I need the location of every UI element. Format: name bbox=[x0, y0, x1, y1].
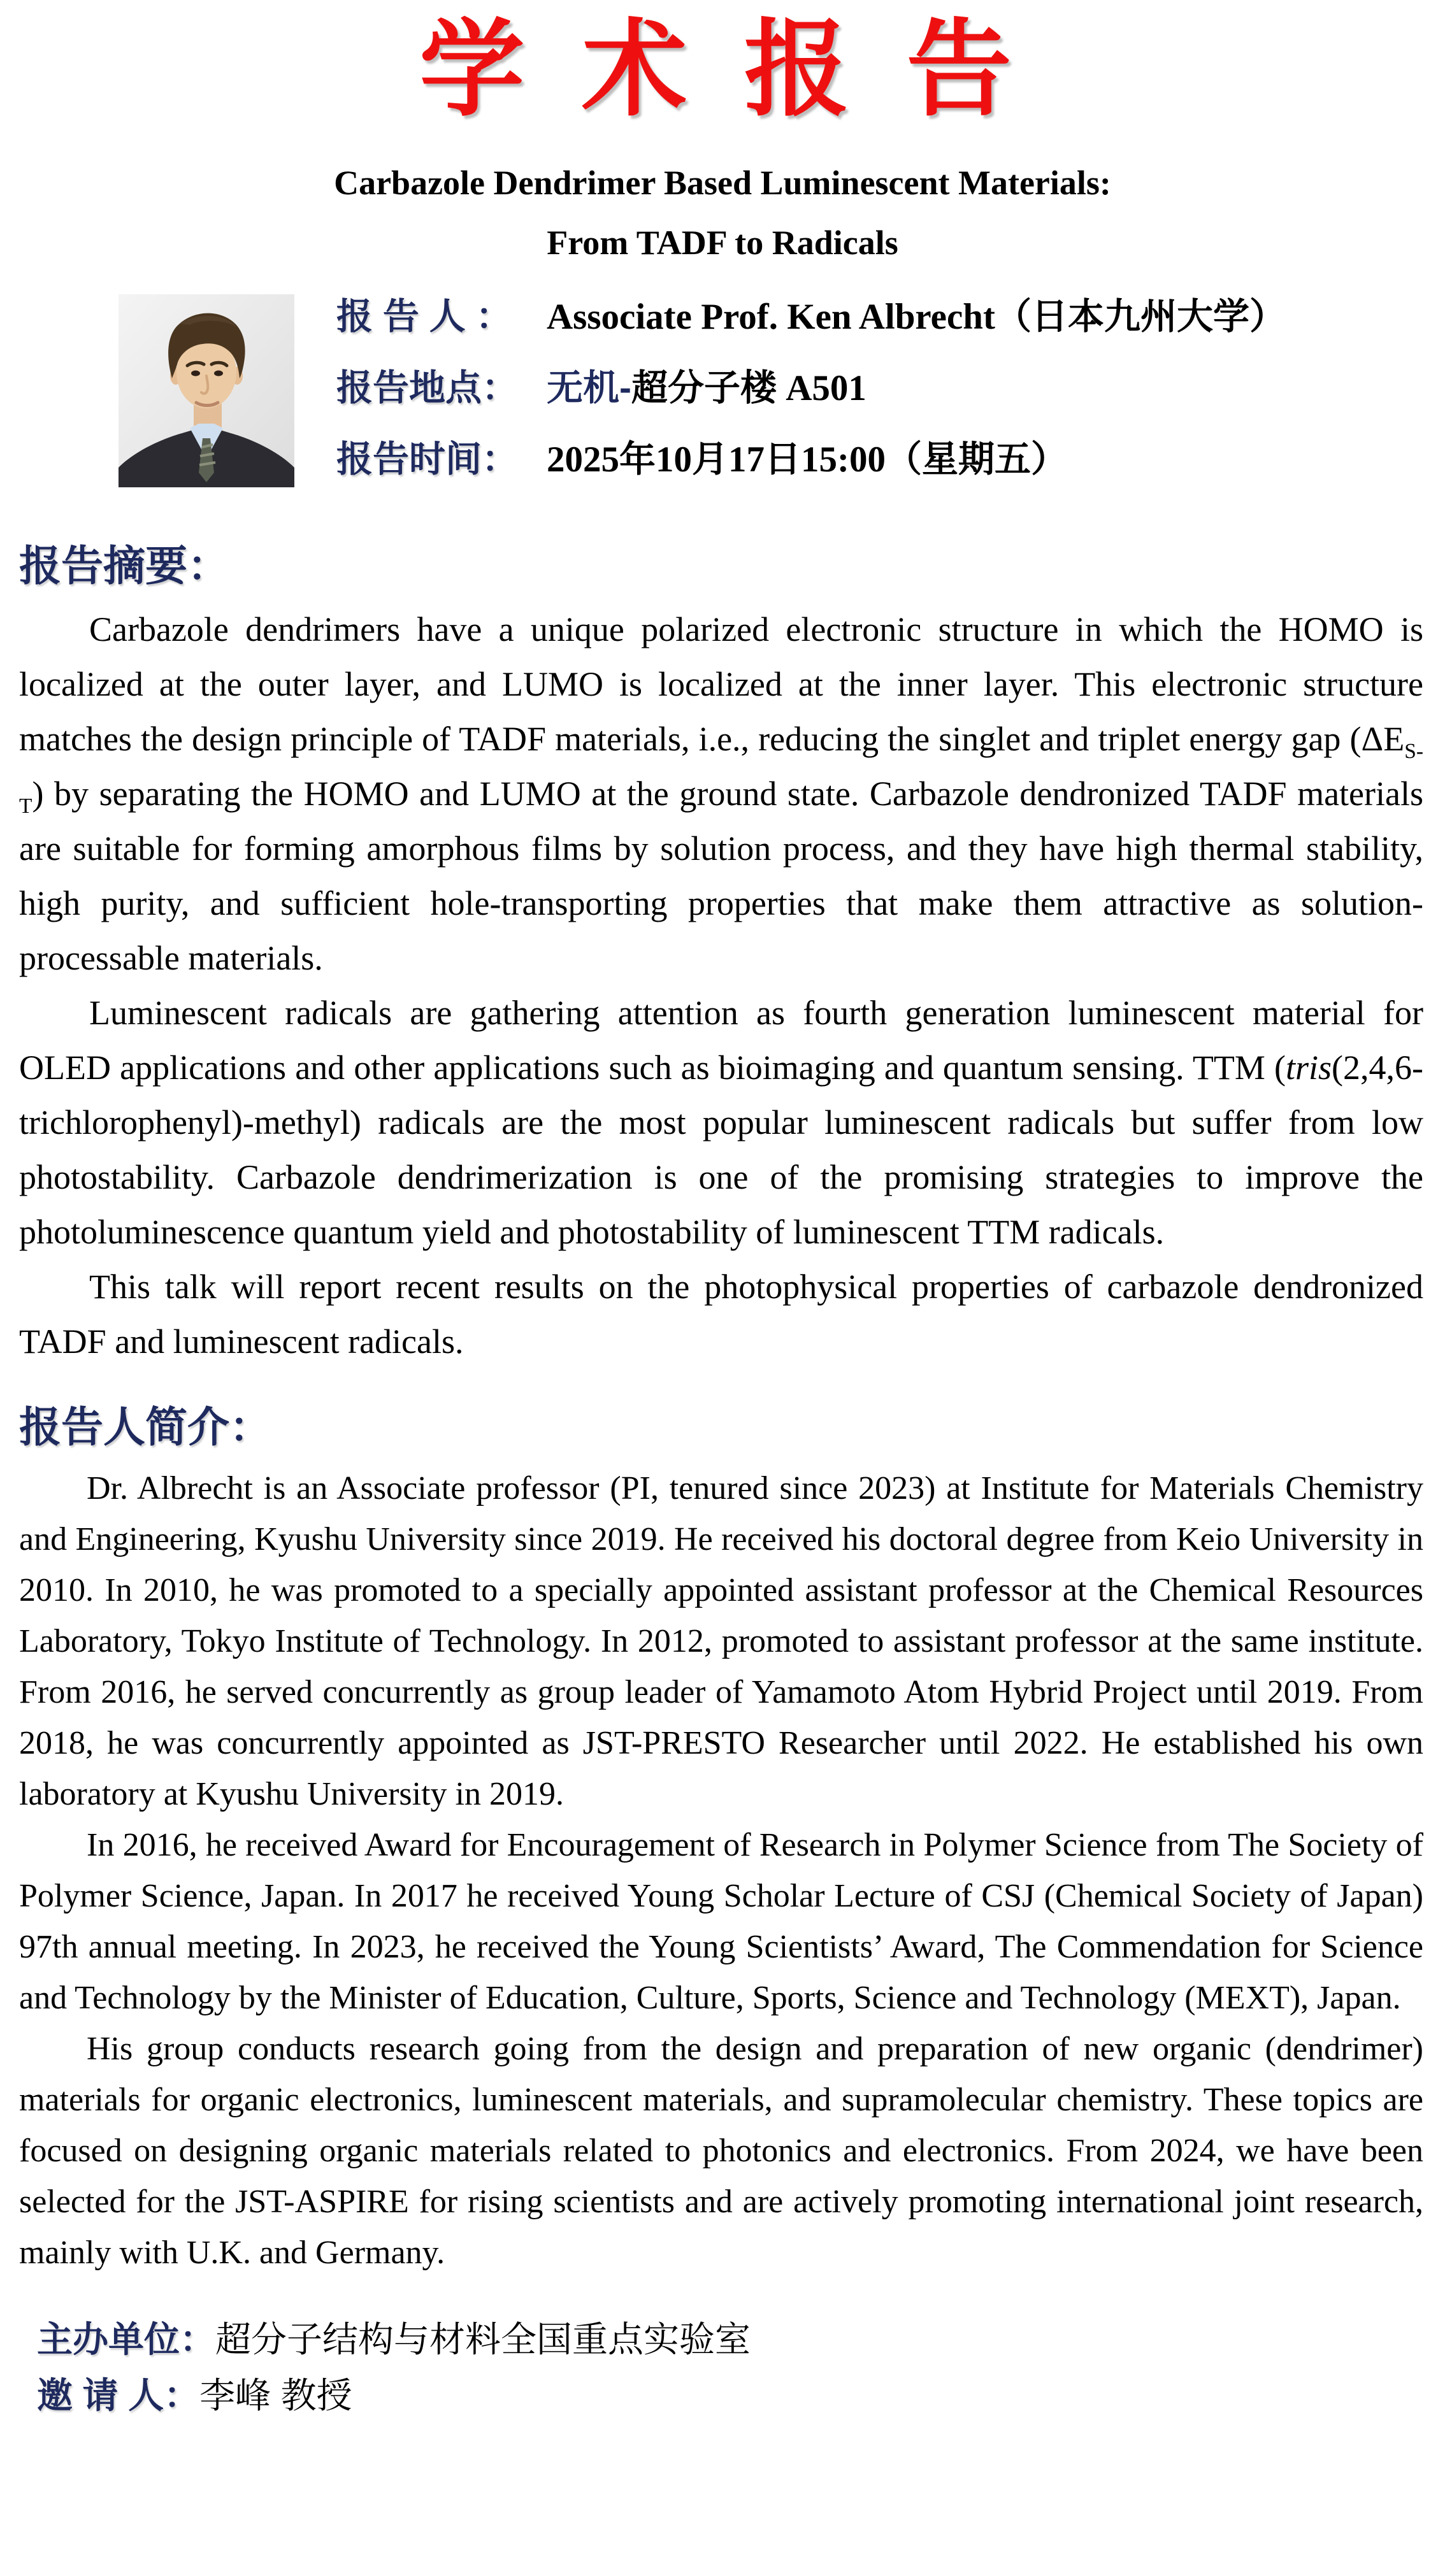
presenter-label: 报 告 人 ： bbox=[336, 296, 512, 337]
organizer-value: 超分子结构与材料全国重点实验室 bbox=[215, 2319, 751, 2359]
abstract-p2-text-cont: (2,4,6-trichlorophenyl)-methyl) radicals are the most popular luminescent radicals but suffer from low photostability. Carbazole dendrimerization is one of the promising strategies to improve the photoluminescence quantum yield and photostability of luminescent TTM radicals. bbox=[19, 1048, 1423, 1251]
time-label: 报告时间： bbox=[336, 439, 518, 480]
inviter-value: 李峰 教授 bbox=[199, 2375, 352, 2415]
inviter-label: 邀 请 人： bbox=[37, 2375, 200, 2415]
abstract-p2-text: Luminescent radicals are gathering attention as fourth generation luminescent material for OLED applications and other applications such as bioimaging and quantum sensing. TTM ( bbox=[19, 994, 1423, 1087]
organizer-row bbox=[37, 2312, 1445, 2368]
photo-eye-left bbox=[191, 371, 200, 376]
abstract-p1-text-cont: ) by separating the HOMO and LUMO at the ground state. Carbazole dendronized TADF materials are suitable for forming amorphous films by solution process, and they have high thermal stability, high purity, and sufficient hole-transporting properties that make them attractive as solution-processable materials. bbox=[19, 775, 1423, 977]
time-value: 2025年10月17日15:00（星期五） bbox=[547, 440, 1067, 480]
location-value-navy: 无机- bbox=[547, 368, 631, 408]
lecture-title bbox=[0, 153, 1445, 273]
abstract-p2-italic: tris bbox=[1285, 1048, 1332, 1087]
speaker-row-time bbox=[336, 438, 1407, 481]
bio-heading: 报告人简介： bbox=[19, 1403, 271, 1450]
abstract-section bbox=[19, 540, 1423, 1369]
bio-section bbox=[19, 1401, 1423, 2279]
speaker-row-location bbox=[336, 367, 1407, 410]
abstract-paragraph-1 bbox=[19, 602, 1423, 985]
abstract-paragraph-2 bbox=[19, 985, 1423, 1259]
lecture-title-line1: Carbazole Dendrimer Based Luminescent Materials: bbox=[334, 164, 1111, 202]
location-label: 报告地点： bbox=[336, 368, 518, 408]
speaker-section bbox=[119, 294, 1407, 487]
photo-eye-right bbox=[214, 371, 223, 376]
inviter-row bbox=[37, 2368, 1445, 2424]
speaker-info bbox=[336, 294, 1407, 487]
organizer-label: 主办单位： bbox=[37, 2319, 215, 2359]
location-value: 超分子楼 A501 bbox=[631, 368, 866, 408]
speaker-photo bbox=[119, 294, 294, 487]
banner-title: 学 术 报 告 bbox=[419, 11, 1026, 128]
abstract-heading: 报告摘要： bbox=[19, 542, 229, 589]
bio-paragraph-1: Dr. Albrecht is an Associate professor (PI, tenured since 2023) at Institute for Materials Chemistry and Engineering, Kyushu University since 2019. He received his doctoral degree from Keio University in 2010. In 2010, he was promoted to a specially appointed assistant professor at the Chemical Resources Laboratory, Tokyo Institute of Technology. In 2012, promoted to assistant professor at the same institute. From 2016, he served concurrently as group leader of Yamamoto Atom Hybrid Project until 2019. From 2018, he was concurrently appointed as JST-PRESTO Researcher until 2022. He established his own laboratory at Kyushu University in 2019. bbox=[19, 1470, 1423, 1812]
lecture-title-line2: From TADF to Radicals bbox=[547, 224, 898, 262]
presenter-value: Associate Prof. Ken Albrecht（日本九州大学） bbox=[547, 297, 1286, 337]
bio-paragraph-2: In 2016, he received Award for Encouragement of Research in Polymer Science from The Society of Polymer Science, Japan. In 2017 he received Young Scholar Lecture of CSJ (Chemical Society of Japan) 97th annual meeting. In 2023, he received the Young Scientists’ Award, The Commendation for Science and Technology by the Minister of Education, Culture, Sports, Science and Technology (MEXT), Japan. bbox=[19, 1827, 1423, 2016]
abstract-paragraph-3: This talk will report recent results on the photophysical properties of carbazole dendronized TADF and luminescent radicals. bbox=[19, 1268, 1423, 1361]
abstract-p1-subscript: S-T bbox=[19, 739, 1423, 818]
speaker-row-presenter bbox=[336, 296, 1407, 338]
abstract-p1-text: Carbazole dendrimers have a unique polarized electronic structure in which the HOMO is localized at the outer layer, and LUMO is localized at the inner layer. This electronic structure matches the design principle of TADF materials, i.e., reducing the singlet and triplet energy gap (ΔE bbox=[19, 610, 1423, 758]
bio-paragraph-3: His group conducts research going from the design and preparation of new organic (dendrimer) materials for organic electronics, luminescent materials, and supramolecular chemistry. These topics are focused on designing organic materials related to photonics and electronics. From 2024, we have been selected for the JST-ASPIRE for rising scientists and are actively promoting international joint research, mainly with U.K. and Germany. bbox=[19, 2031, 1423, 2271]
footer bbox=[37, 2312, 1445, 2424]
